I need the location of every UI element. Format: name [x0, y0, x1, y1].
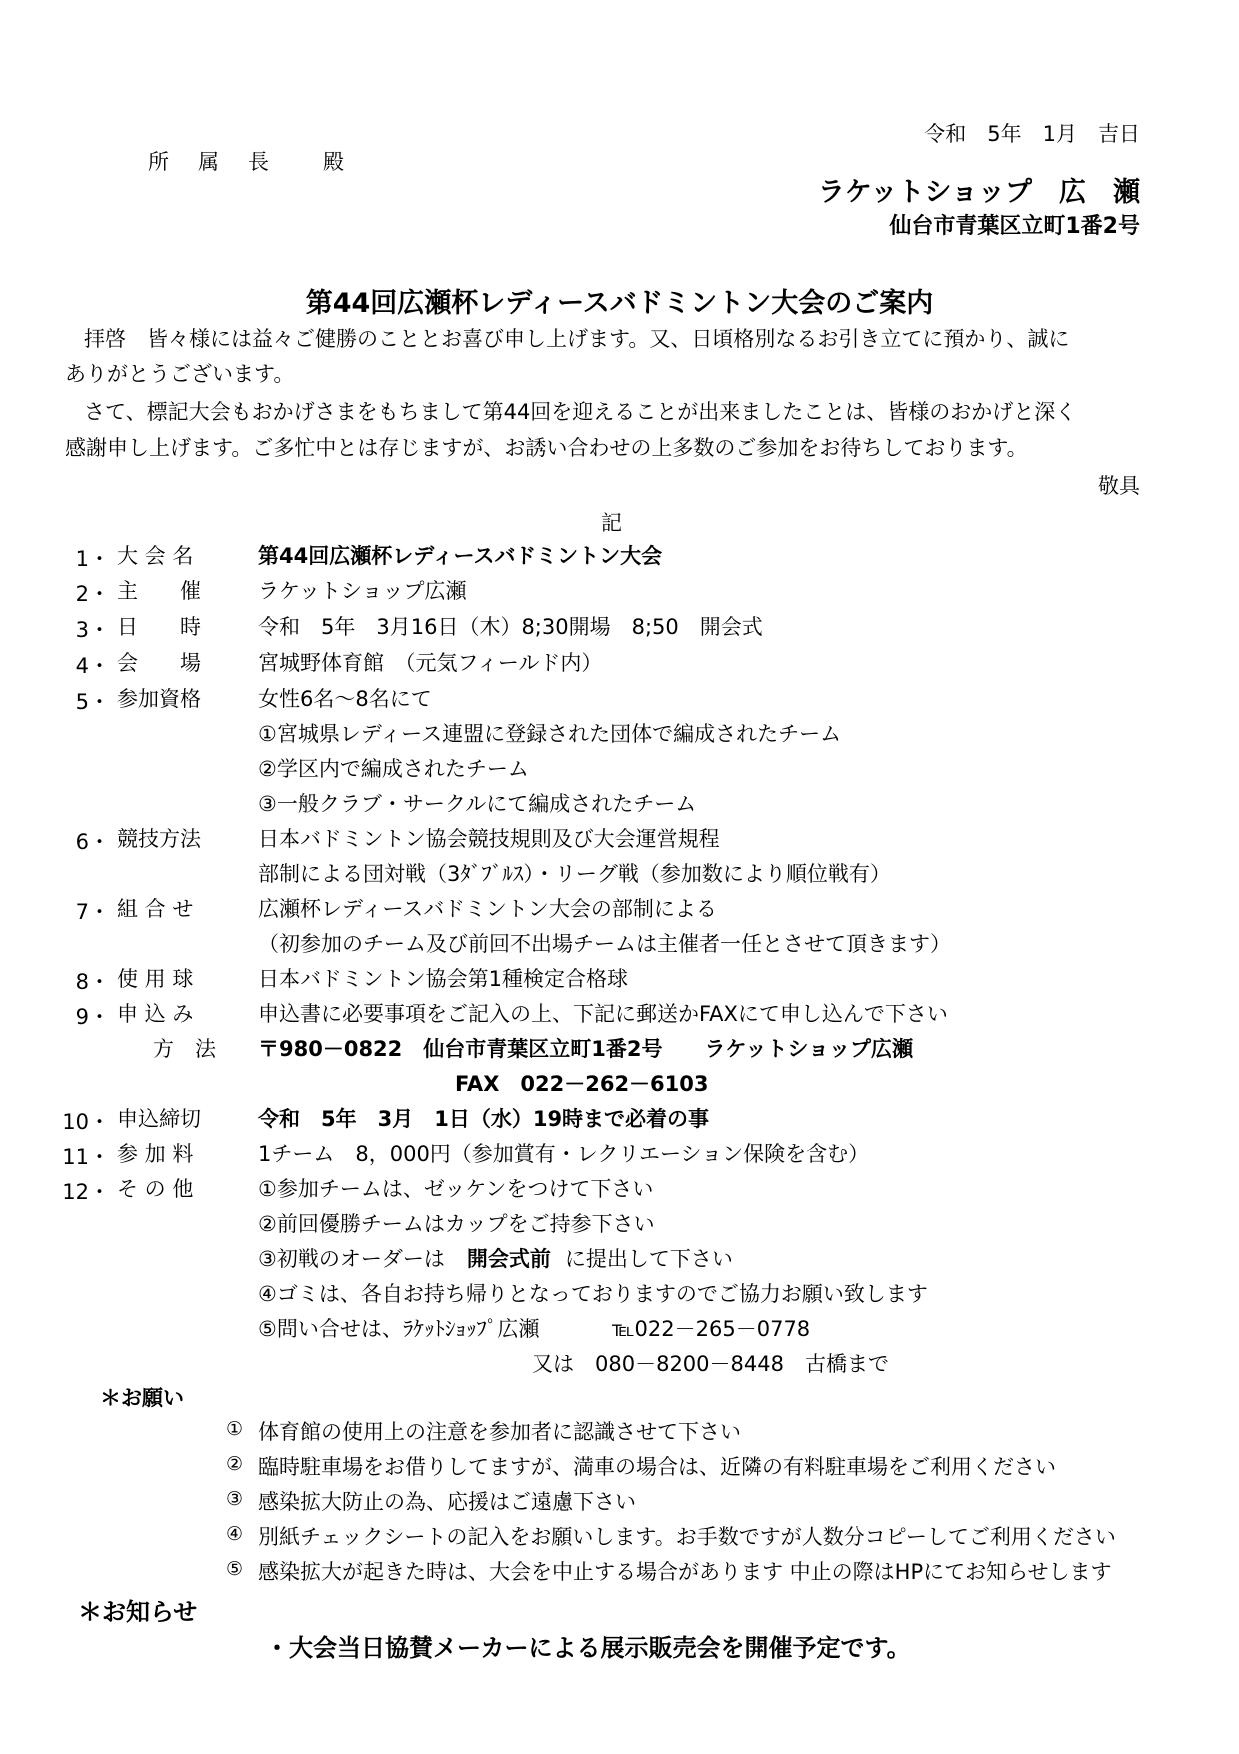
other-line-6: 又は 080－8200－8448 古橋まで	[532, 1352, 889, 1376]
item-value: ①参加チームは、ゼッケンをつけて下さい	[258, 1177, 654, 1201]
body-line-2: 感謝申し上げます。ご多忙中とは存じますが、お誘い合わせの上多数のご参加をお待ちしております。	[65, 436, 1028, 460]
request-mark: ⑤	[226, 1558, 244, 1580]
other-line-3-c: に提出して下さい	[564, 1247, 733, 1271]
item-label: 方 法	[153, 1037, 216, 1061]
fax-number: FAX 022－262－6103	[455, 1072, 709, 1096]
item-number: 12・	[62, 1180, 110, 1204]
greeting-line-2: ありがとうございます。	[65, 362, 295, 386]
request-text: 体育館の使用上の注意を参加者に認識させて下さい	[258, 1420, 741, 1444]
requests-heading: ＊お願い	[100, 1386, 184, 1410]
item-value: 令和 5年 3月 1日（水）19時まで必着の事	[258, 1107, 710, 1131]
sender-address: 仙台市青葉区立町1番2号	[889, 214, 1140, 239]
item-value: ②学区内で編成されたチーム	[258, 757, 529, 781]
item-value: ラケットショップ広瀬	[258, 579, 467, 603]
request-text: 臨時駐車場をお借りしてますが、満車の場合は、近隣の有料駐車場をご利用ください	[258, 1455, 1056, 1479]
other-line-5-b: ℡022－265－0778	[612, 1317, 811, 1341]
item-value: 令和 5年 3月16日（木）8;30開場 8;50 開会式	[258, 615, 763, 639]
item-value: 第44回広瀬杯レディースバドミントン大会	[258, 544, 663, 568]
request-text: 感染拡大が起きた時は、大会を中止する場合があります 中止の際はHPにてお知らせします	[258, 1560, 1112, 1584]
item-label: 申 込 み	[117, 1002, 194, 1026]
item-label: 競技方法	[117, 827, 201, 851]
document-date: 令和 5年 1月 吉日	[924, 122, 1140, 146]
item-number: 6・	[75, 830, 110, 854]
item-value: ②前回優勝チームはカップをご持参下さい	[258, 1212, 655, 1236]
request-text: 感染拡大防止の為、応援はご遠慮下さい	[258, 1490, 636, 1514]
other-line-3	[258, 1243, 733, 1273]
item-value: 女性6名～8名にて	[258, 687, 432, 711]
request-mark: ③	[226, 1488, 244, 1510]
greeting-line-1: 拝啓 皆々様には益々ご健勝のこととお喜び申し上げます。又、日頃格別なるお引き立てに預かり、誠に	[84, 327, 1070, 351]
item-label: 参加資格	[117, 687, 201, 711]
item-value: 部制による団対戦（3ﾀﾞﾌﾞﾙｽ）・リーグ戦（参加数により順位戦有）	[258, 862, 891, 886]
sender-name: ラケットショップ 広 瀬	[817, 177, 1140, 208]
item-label: そ の 他	[117, 1177, 194, 1201]
request-mark: ④	[226, 1523, 244, 1545]
item-value: 1チーム 8，000円（参加賞有・レクリエーション保険を含む）	[258, 1142, 870, 1166]
item-number: 1・	[75, 547, 110, 571]
closing-keigu: 敬具	[1098, 474, 1140, 498]
item-number: 2・	[75, 582, 110, 606]
item-value: 日本バドミントン協会競技規則及び大会運営規程	[258, 827, 720, 851]
item-number: 10・	[62, 1110, 110, 1134]
item-value: 広瀬杯レディースバドミントン大会の部制による	[258, 897, 717, 921]
item-number: 7・	[75, 900, 110, 924]
body-line-1: さて、標記大会もおかげさまをもちまして第44回を迎えることが出来ましたことは、皆様のおかげと深く	[84, 400, 1077, 424]
item-value: ③一般クラブ・サークルにて編成されたチーム	[258, 792, 697, 816]
item-value: 〒980－0822 仙台市青葉区立町1番2号 ラケットショップ広瀬	[258, 1037, 914, 1061]
item-number: 3・	[75, 618, 110, 642]
item-number: 11・	[62, 1145, 110, 1169]
page-title: 第44回広瀬杯レディースバドミントン大会のご案内	[305, 288, 934, 319]
ki-heading: 記	[601, 511, 622, 535]
item-label: 会 場	[117, 651, 201, 675]
item-number: 8・	[75, 970, 110, 994]
item-number: 5・	[75, 690, 110, 714]
item-value: 日本バドミントン協会第1種検定合格球	[258, 967, 628, 991]
notice-text: ・大会当日協賛メーカーによる展示販売会を開催予定です。	[265, 1634, 911, 1662]
item-label: 大 会 名	[117, 544, 194, 568]
other-line-3-a: ③初戦のオーダーは	[258, 1247, 445, 1271]
other-line-3-b: 開会式前	[466, 1247, 551, 1271]
item-label: 主 催	[117, 579, 201, 603]
item-label: 参 加 料	[117, 1142, 194, 1166]
other-line-4: ④ゴミは、各自お持ち帰りとなっておりますのでご協力お願い致します	[258, 1282, 928, 1306]
item-value: 宮城野体育館 （元気フィールド内）	[258, 651, 603, 675]
other-line-5-a: ⑤問い合せは、ﾗｹｯﾄｼｮｯﾌﾟ広瀬	[258, 1317, 540, 1341]
item-label: 日 時	[117, 615, 201, 639]
item-number: 9・	[75, 1005, 110, 1029]
item-label: 申込締切	[117, 1107, 201, 1131]
request-mark: ②	[226, 1453, 244, 1475]
item-label: 使 用 球	[117, 967, 194, 991]
item-number: 4・	[75, 654, 110, 678]
request-mark: ①	[226, 1418, 244, 1440]
request-text: 別紙チェックシートの記入をお願いします。お手数ですが人数分コピーしてご利用ください	[258, 1525, 1116, 1549]
item-value: （初参加のチーム及び前回不出場チームは主催者一任とさせて頂きます）	[258, 932, 951, 956]
notice-heading: ＊お知らせ	[78, 1598, 198, 1626]
item-value: 申込書に必要事項をご記入の上、下記に郵送かFAXにて申し込んで下さい	[258, 1002, 948, 1026]
addressee: 所 属 長 殿	[148, 150, 348, 174]
item-value: ①宮城県レディース連盟に登録された団体で編成されたチーム	[258, 722, 842, 746]
item-label: 組 合 せ	[117, 897, 194, 921]
